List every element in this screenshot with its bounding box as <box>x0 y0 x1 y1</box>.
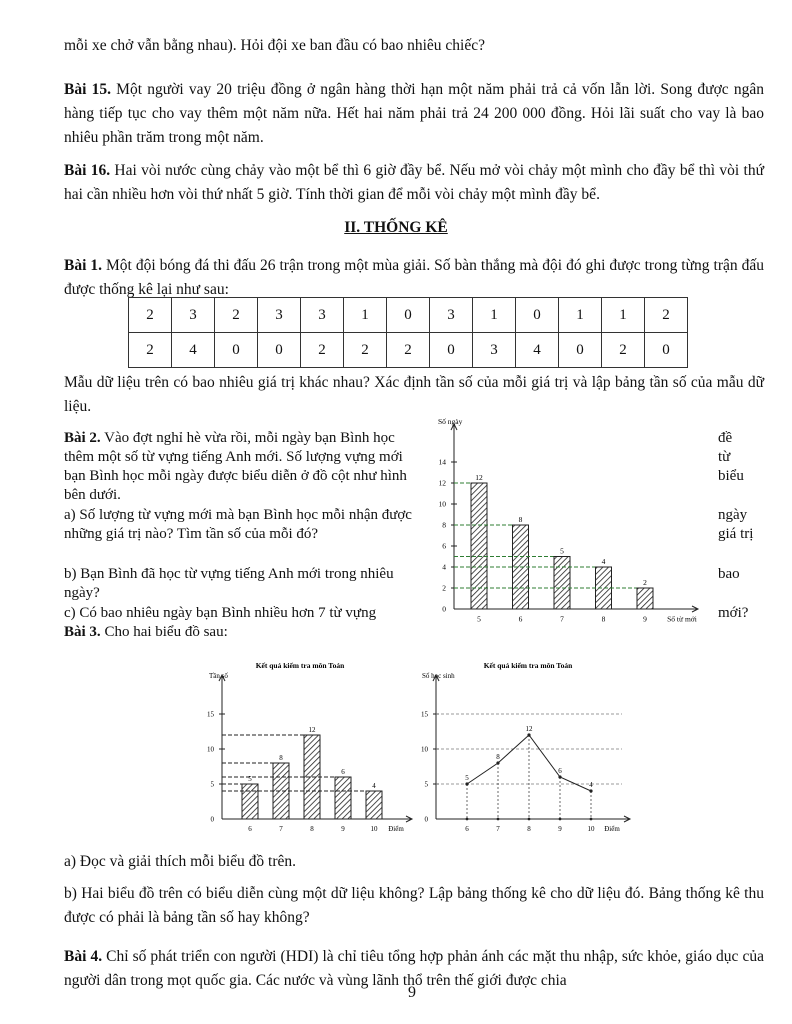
y-tick-label: 15 <box>207 710 214 719</box>
x-tick-label: 9 <box>341 825 345 833</box>
y-tick-label: 15 <box>421 710 428 719</box>
stray-word: giá trị <box>718 526 754 542</box>
x-tick-label: 8 <box>601 614 606 624</box>
x-point <box>497 818 500 821</box>
table-cell: 1 <box>559 298 602 333</box>
data-label: 8 <box>518 515 523 524</box>
exercise-3-question-b: b) Hai biểu đồ trên có biểu diễn cùng một dữ liệu không? Lập bảng thống kê cho dữ liệu đó. Bảng thống kê thu được có phải là bảng tần số hay không? <box>64 885 764 926</box>
exercise-3-question-a: a) Đọc và giải thích mỗi biểu đồ trên. <box>64 853 297 870</box>
exercise-label: Bài 16. <box>64 162 111 179</box>
exercise-text: Một người vay 20 triệu đồng ở ngân hàng thời hạn một năm phải trả cả vốn lẫn lời. Song được ngân hàng tiếp tục cho vay thêm một năm nữa. Hết hai năm phải trả 24 200 000 đồng. Hỏi lãi suất cho vay là bao nhiêu phần trăm trong một năm. <box>64 81 764 146</box>
table-cell: 4 <box>516 333 559 368</box>
table-cell: 1 <box>344 298 387 333</box>
table-cell: 0 <box>215 333 258 368</box>
table-cell: 2 <box>602 333 645 368</box>
table-cell: 3 <box>258 298 301 333</box>
x-tick-label: 6 <box>518 614 523 624</box>
table-cell: 2 <box>215 298 258 333</box>
x-point <box>528 818 531 821</box>
table-row <box>129 298 688 333</box>
exercise-2-question-a: a) Số lượng từ vựng mới mà bạn Bình học mỗi nhận được những giá trị nào? Tìm tần số của mỗi đó? <box>64 507 412 542</box>
exercise-2-question-c: c) Có bao nhiêu ngày bạn Bình nhiều hơn 7 từ vựng <box>64 605 377 621</box>
data-label: 6 <box>558 767 562 775</box>
data-label: 6 <box>341 768 345 776</box>
data-label: 8 <box>279 754 283 762</box>
y-axis-label: Tần số <box>209 672 228 680</box>
data-label: 2 <box>643 578 647 587</box>
y-tick-label: 12 <box>438 478 446 488</box>
stray-word: mới? <box>718 605 749 621</box>
y-tick-label: 2 <box>442 583 446 593</box>
table-cell: 3 <box>172 298 215 333</box>
data-label: 4 <box>372 782 376 790</box>
bar <box>273 763 289 819</box>
x-tick-label: 5 <box>477 614 481 624</box>
data-label: 12 <box>475 473 483 482</box>
x-point <box>590 818 593 821</box>
goals-table <box>128 297 688 368</box>
exercise-label: Bài 4. <box>64 948 103 965</box>
bar <box>596 567 612 609</box>
exercise-label: Bài 3. <box>64 624 101 640</box>
x-tick-label: 7 <box>279 825 283 833</box>
exercise-text: Cho hai biểu đồ sau: <box>100 624 228 640</box>
table-cell: 3 <box>301 298 344 333</box>
y-tick-label: 0 <box>442 604 446 614</box>
data-label: 5 <box>248 775 252 783</box>
data-label: 5 <box>560 546 564 556</box>
continued-line: mỗi xe chở vẫn bằng nhau). Hỏi đội xe ban đầu có bao nhiêu chiếc? <box>64 37 485 54</box>
x-tick-label: 9 <box>643 614 647 624</box>
y-tick-label: 0 <box>210 815 214 824</box>
table-cell: 4 <box>172 333 215 368</box>
table-cell: 0 <box>516 298 559 333</box>
x-point <box>559 818 562 821</box>
section-title: II. THỐNG KÊ <box>344 219 448 236</box>
table-cell: 2 <box>129 333 172 368</box>
data-label: 5 <box>465 774 469 782</box>
bar <box>471 483 487 609</box>
y-tick-label: 5 <box>424 780 428 789</box>
data-point <box>496 761 499 764</box>
exercise-label: Bài 15. <box>64 81 111 98</box>
x-tick-label: 8 <box>310 825 314 833</box>
bar <box>242 784 258 819</box>
data-point <box>589 789 592 792</box>
table-cell: 0 <box>258 333 301 368</box>
stray-word: đề <box>718 430 733 446</box>
exercise-15 <box>64 78 764 150</box>
data-label: 8 <box>496 753 500 761</box>
bar <box>637 588 653 609</box>
data-label: 12 <box>308 726 316 734</box>
exercise-1 <box>64 254 764 302</box>
y-tick-label: 6 <box>442 541 446 551</box>
stray-word: biểu <box>718 468 744 484</box>
exercise-3 <box>64 623 419 642</box>
exercise-text: Một đội bóng đá thi đấu 26 trận trong một mùa giải. Số bàn thắng mà đội đó ghi được trong từng trận đấu được thống kê lại như sau: <box>64 257 764 298</box>
table-cell: 1 <box>602 298 645 333</box>
exercise-label: Bài 2. <box>64 430 101 446</box>
table-cell: 2 <box>129 298 172 333</box>
exercise-2-question-b: b) Bạn Bình đã học từ vựng tiếng Anh mới trong nhiêu ngày? <box>64 566 394 601</box>
data-label: 12 <box>525 725 533 733</box>
stray-word: ngày <box>718 507 748 523</box>
y-tick-label: 5 <box>210 780 214 789</box>
table-cell: 1 <box>473 298 516 333</box>
x-tick-label: 10 <box>587 825 595 833</box>
bar <box>554 557 570 610</box>
table-row <box>129 333 688 368</box>
y-tick-label: 4 <box>442 562 446 572</box>
y-tick-label: 8 <box>442 520 446 530</box>
table-cell: 2 <box>301 333 344 368</box>
exercise-1-question: Mẫu dữ liệu trên có bao nhiêu giá trị khác nhau? Xác định tần số của mỗi giá trị và lập bảng tần số của mẫu dữ liệu. <box>64 374 764 415</box>
x-tick-label: 7 <box>496 825 500 833</box>
table-cell: 3 <box>473 333 516 368</box>
table-cell: 0 <box>387 298 430 333</box>
x-axis-label: Số từ mới <box>667 614 697 624</box>
exercise-text: Hai vòi nước cùng chảy vào một bể thì 6 giờ đầy bể. Nếu mở vòi chảy một mình cho đầy bể thì vòi thứ hai cần nhiều hơn vòi thứ nhất 5 giờ. Tính thời gian để mỗi vòi chảy một mình đầy bể. <box>64 162 764 203</box>
x-axis-label: Điểm <box>388 825 404 833</box>
x-tick-label: 10 <box>370 825 378 833</box>
exercise-16 <box>64 159 764 207</box>
score-bar-chart <box>200 655 415 840</box>
x-tick-label: 6 <box>465 825 469 833</box>
y-tick-label: 10 <box>421 745 428 754</box>
x-tick-label: 9 <box>558 825 562 833</box>
data-point <box>465 782 468 785</box>
score-line-chart <box>418 655 633 840</box>
data-point <box>558 775 561 778</box>
table-cell: 0 <box>559 333 602 368</box>
table-cell: 2 <box>645 298 688 333</box>
bar <box>335 777 351 819</box>
y-tick-label: 14 <box>438 457 446 467</box>
stray-word: bao <box>718 566 740 582</box>
table-cell: 2 <box>344 333 387 368</box>
stray-word: từ <box>718 449 731 465</box>
table-cell: 0 <box>430 333 473 368</box>
exercise-text: Chỉ số phát triển con người (HDI) là chỉ tiêu tổng hợp phản ánh các mặt thu nhập, sức khỏe, giáo dục của người dân trong mọt quốc gia. Các nước và vùng lãnh thổ trên thế giới được chia <box>64 948 764 989</box>
x-axis-label: Điểm <box>604 825 620 833</box>
page-number: 9 <box>408 984 416 1001</box>
y-tick-label: 0 <box>424 815 428 824</box>
bar <box>366 791 382 819</box>
y-axis-label: Số học sinh <box>422 672 455 680</box>
table-cell: 0 <box>645 333 688 368</box>
table-cell: 3 <box>430 298 473 333</box>
x-point <box>466 818 469 821</box>
y-axis-label: Số ngày <box>438 417 463 426</box>
table-cell: 2 <box>387 333 430 368</box>
x-tick-label: 7 <box>560 614 564 624</box>
chart-title: Kết quả kiểm tra môn Toán <box>483 661 573 670</box>
data-point <box>527 733 530 736</box>
exercise-label: Bài 1. <box>64 257 103 274</box>
data-label: 4 <box>601 557 606 566</box>
x-tick-label: 8 <box>527 825 531 833</box>
x-tick-label: 6 <box>248 825 252 833</box>
data-label: 4 <box>589 781 593 789</box>
y-tick-label: 10 <box>207 745 214 754</box>
y-tick-label: 10 <box>438 499 446 509</box>
exercise-text: Vào đợt nghỉ hè vừa rồi, mỗi ngày bạn Bình học thêm một số từ vựng tiếng Anh mới. Số lượng vựng mới bạn Bình học mỗi ngày được biểu diễn ở đồ cột như hình bên dưới. <box>64 430 407 503</box>
vocab-bar-chart <box>420 410 716 630</box>
exercise-2 <box>64 429 419 505</box>
chart-title: Kết quả kiểm tra môn Toán <box>255 661 345 670</box>
